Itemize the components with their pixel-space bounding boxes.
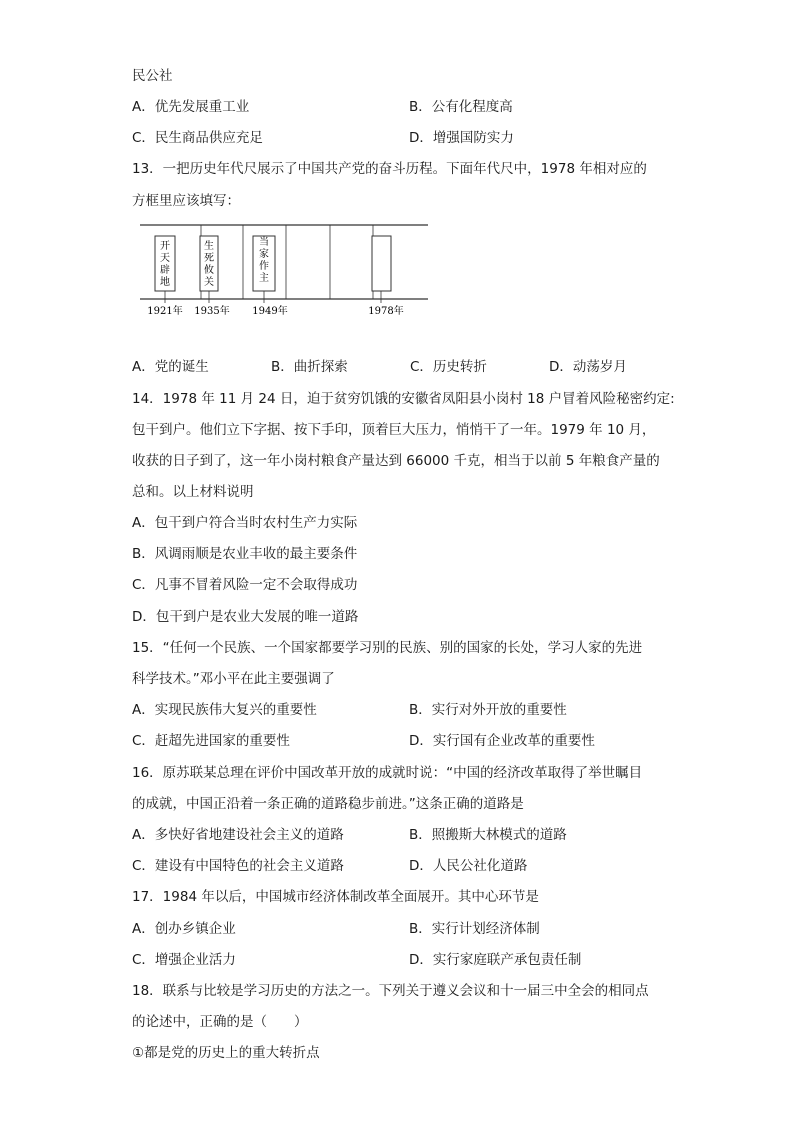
box-1921-char-3: 辟 [160,265,170,276]
q16-option-a: A．多快好省地建设社会主义的道路 [132,827,344,843]
ruler-year-1921: 1921年 [147,306,183,317]
q13-option-b: B．曲折探索 [271,359,348,375]
q14-stem-line-1: 14．1978 年 11 月 24 日，迫于贫穷饥饿的安徽省凤阳县小岗村 18 户冒着风险秘密约定: [132,391,675,407]
q13-option-a: A．党的诞生 [132,359,209,375]
q17-stem-line-1: 17．1984 年以后，中国城市经济体制改革全面展开。其中心环节是 [132,889,539,905]
q18-stem-line-1: 18．联系与比较是学习历史的方法之一。下列关于遵义会议和十一届三中全会的相同点 [132,983,649,999]
q15-option-b: B．实行对外开放的重要性 [409,702,567,718]
q14-option-d: D．包干到户是农业大发展的唯一道路 [132,609,359,625]
q18-item-1: ①都是党的历史上的重大转折点 [132,1045,320,1061]
box-1935-char-3: 攸 [204,265,214,276]
q15-option-a: A．实现民族伟大复兴的重要性 [132,702,317,718]
q16-stem-line-1: 16．原苏联某总理在评价中国改革开放的成就时说：“中国的经济改革取得了举世瞩目 [132,765,643,781]
q18-stem-line-2: 的论述中，正确的是（ ） [132,1014,308,1030]
box-1935-char-2: 死 [204,253,214,264]
ruler-year-1949: 1949年 [252,306,288,317]
box-1949-char-1: 当 [259,237,269,248]
q16-option-d: D．人民公社化道路 [409,858,528,874]
box-1949-char-2: 家 [259,249,269,260]
box-1921-char-2: 天 [160,253,170,264]
box-1921-char-4: 地 [160,277,170,288]
q17-option-c: C．增强企业活力 [132,952,236,968]
q17-option-b: B．实行计划经济体制 [409,921,540,937]
box-1921-char-1: 开 [160,241,170,252]
q14-option-c: C．凡事不冒着风险一定不会取得成功 [132,577,358,593]
q15-option-d: D．实行国有企业改革的重要性 [409,733,595,749]
q13-stem-line-1: 13．一把历史年代尺展示了中国共产党的奋斗历程。下面年代尺中，1978 年相对应的 [132,161,647,177]
q16-option-b: B．照搬斯大林模式的道路 [409,827,567,843]
history-ruler [140,221,430,321]
q16-stem-line-2: 的成就，中国正沿着一条正确的道路稳步前进。”这条正确的道路是 [132,796,524,812]
box-1949-char-3: 作 [259,261,269,272]
box-1949-char-4: 主 [259,273,269,284]
q12-option-b: B．公有化程度高 [409,99,513,115]
q12-option-c: C．民生商品供应充足 [132,130,263,146]
q15-stem-line-1: 15．“任何一个民族、一个国家都要学习别的民族、别的国家的长处，学习人家的先进 [132,640,643,656]
q15-option-c: C．赶超先进国家的重要性 [132,733,290,749]
q12-option-d: D．增强国防实力 [409,130,514,146]
ruler-year-1978: 1978年 [368,306,404,317]
q14-option-b: B．风调雨顺是农业丰收的最主要条件 [132,546,358,562]
q12-option-a: A．优先发展重工业 [132,99,250,115]
box-1935-char-4: 关 [204,277,214,288]
q15-stem-line-2: 科学技术。”邓小平在此主要强调了 [132,671,335,687]
q14-option-a: A．包干到户符合当时农村生产力实际 [132,515,358,531]
q13-option-c: C．历史转折 [410,359,487,375]
q17-option-a: A．创办乡镇企业 [132,921,236,937]
q17-option-d: D．实行家庭联产承包责任制 [409,952,582,968]
q13-stem-line-2: 方框里应该填写： [132,193,240,209]
q14-stem-line-3: 收获的日子到了，这一年小岗村粮食产量达到 66000 千克，相当于以前 5 年粮食产量的 [132,453,660,469]
box-1935-char-1: 生 [204,241,214,252]
ruler-year-1935: 1935年 [194,306,230,317]
q14-stem-line-2: 包干到户。他们立下字据、按下手印，顶着巨大压力，悄悄干了一年。1979 年 10 月， [132,422,656,438]
intro-line: 民公社 [132,68,173,84]
ruler-box-1978 [372,236,391,291]
q13-option-d: D．动荡岁月 [549,359,627,375]
q14-stem-line-4: 总和。以上材料说明 [132,484,254,500]
q16-option-c: C．建设有中国特色的社会主义道路 [132,858,344,874]
